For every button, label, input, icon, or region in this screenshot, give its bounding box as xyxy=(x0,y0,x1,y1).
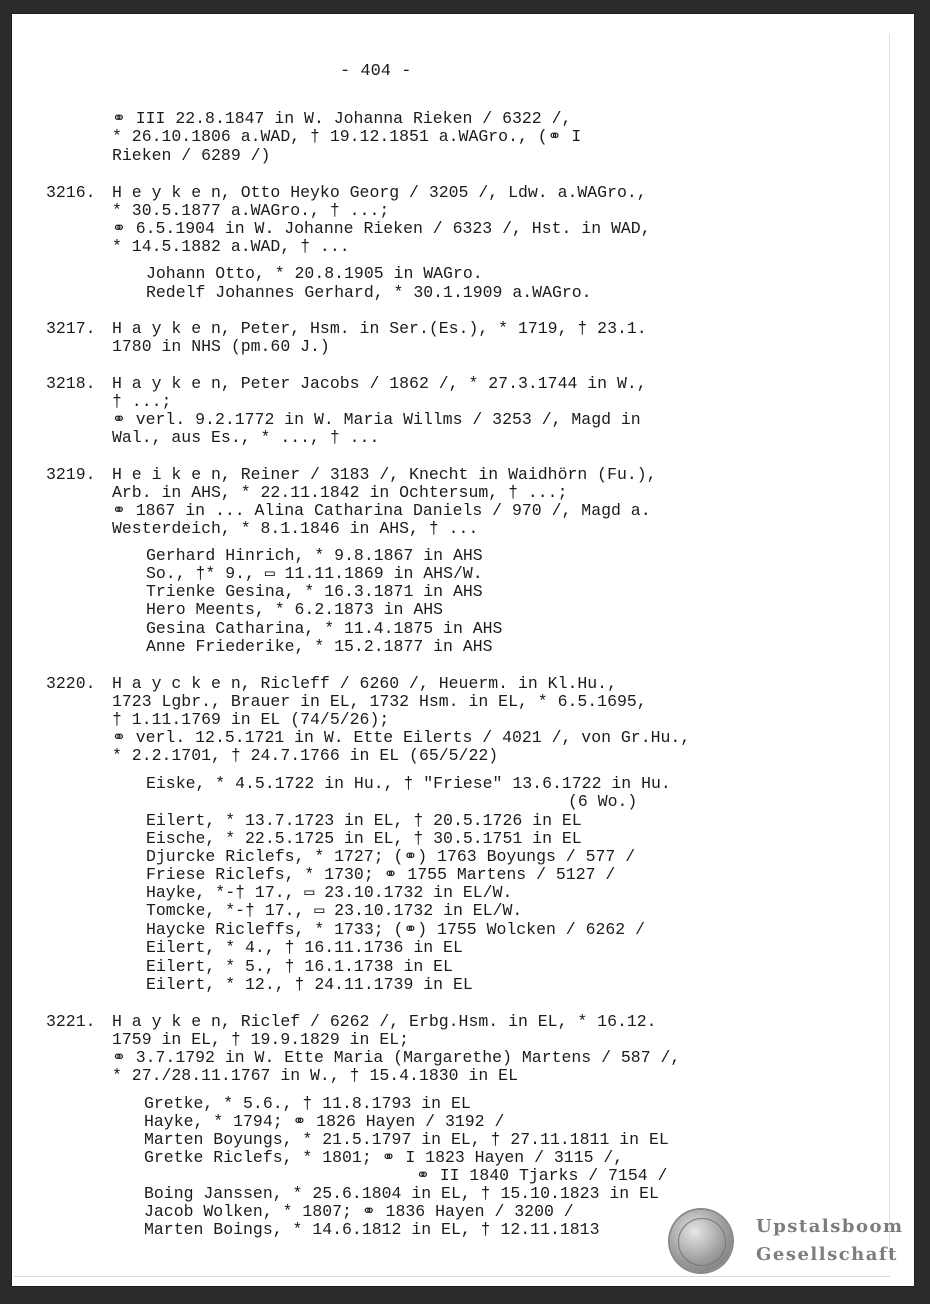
entry-number: 3221. xyxy=(46,1012,96,1031)
text-line: Friese Riclefs, * 1730; ⚭ 1755 Martens / 5127 / xyxy=(146,865,616,884)
text-line: Gerhard Hinrich, * 9.8.1867 in AHS xyxy=(146,546,483,565)
text-line: Gesina Catharina, * 11.4.1875 in AHS xyxy=(146,619,503,638)
text-line: † ...; xyxy=(112,392,172,411)
text-line: So., †* 9., ▭ 11.11.1869 in AHS/W. xyxy=(146,564,483,583)
text-line: Eische, * 22.5.1725 in EL, † 30.5.1751 in EL xyxy=(146,829,582,848)
coin-seal-icon xyxy=(670,1210,732,1272)
text-line: * 2.2.1701, † 24.7.1766 in EL (65/5/22) xyxy=(112,746,499,765)
text-line: Eilert, * 5., † 16.1.1738 in EL xyxy=(146,957,453,976)
text-line: * 27./28.11.1767 in W., † 15.4.1830 in EL xyxy=(112,1066,518,1085)
text-line: Hayke, * 1794; ⚭ 1826 Hayen / 3192 / xyxy=(144,1112,505,1131)
text-line: (6 Wo.) xyxy=(568,792,638,811)
text-line: H a y c k e n, Ricleff / 6260 /, Heuerm. in Kl.Hu., xyxy=(112,674,617,693)
upstalsboom-logo xyxy=(662,1204,912,1280)
text-line: Hero Meents, * 6.2.1873 in AHS xyxy=(146,600,444,619)
text-line: Eilert, * 13.7.1723 in EL, † 20.5.1726 in EL xyxy=(146,811,582,830)
text-line: ⚭ 3.7.1792 in W. Ette Maria (Margarethe) Martens / 587 /, xyxy=(112,1048,681,1067)
text-line: 1780 in NHS (pm.60 J.) xyxy=(112,337,330,356)
text-line: ⚭ 6.5.1904 in W. Johanne Rieken / 6323 /, Hst. in WAD, xyxy=(112,219,651,238)
text-line: ⚭ 1867 in ... Alina Catharina Daniels / 970 /, Magd a. xyxy=(112,501,651,520)
text-line: Jacob Wolken, * 1807; ⚭ 1836 Hayen / 3200 / xyxy=(144,1202,574,1221)
text-line: Redelf Johannes Gerhard, * 30.1.1909 a.WAGro. xyxy=(146,283,592,302)
text-line: † 1.11.1769 in EL (74/5/26); xyxy=(112,710,390,729)
text-line: Marten Boyungs, * 21.5.1797 in EL, † 27.11.1811 in EL xyxy=(144,1130,669,1149)
text-line: Haycke Ricleffs, * 1733; (⚭) 1755 Wolcken / 6262 / xyxy=(146,920,646,939)
text-line: Johann Otto, * 20.8.1905 in WAGro. xyxy=(146,264,483,283)
logo-line-2: Gesellschaft xyxy=(756,1244,898,1265)
text-line: Westerdeich, * 8.1.1846 in AHS, † ... xyxy=(112,519,479,538)
text-line: Gretke, * 5.6., † 11.8.1793 in EL xyxy=(144,1094,471,1113)
text-line: * 30.5.1877 a.WAGro., † ...; xyxy=(112,201,390,220)
text-line: Djurcke Riclefs, * 1727; (⚭) 1763 Boyungs / 577 / xyxy=(146,847,636,866)
text-line: ⚭ III 22.8.1847 in W. Johanna Rieken / 6322 /, xyxy=(112,109,572,128)
text-line: * 14.5.1882 a.WAD, † ... xyxy=(112,237,350,256)
text-line: Eiske, * 4.5.1722 in Hu., † "Friese" 13.6.1722 in Hu. xyxy=(146,774,671,793)
text-line: ⚭ verl. 9.2.1772 in W. Maria Willms / 3253 /, Magd in xyxy=(112,410,641,429)
text-line: H e i k e n, Reiner / 3183 /, Knecht in Waidhörn (Fu.), xyxy=(112,465,657,484)
text-line: Anne Friederike, * 15.2.1877 in AHS xyxy=(146,637,493,656)
text-line: ⚭ II 1840 Tjarks / 7154 / xyxy=(416,1166,668,1185)
text-line: H a y k e n, Riclef / 6262 /, Erbg.Hsm. in EL, * 16.12. xyxy=(112,1012,657,1031)
entry-number: 3219. xyxy=(46,465,96,484)
text-line: Marten Boings, * 14.6.1812 in EL, † 12.11.1813 xyxy=(144,1220,600,1239)
text-line: Rieken / 6289 /) xyxy=(112,146,271,165)
text-line: Tomcke, *-† 17., ▭ 23.10.1732 in EL/W. xyxy=(146,901,523,920)
entry-number: 3220. xyxy=(46,674,96,693)
text-line: Wal., aus Es., * ..., † ... xyxy=(112,428,380,447)
logo-line-1: Upstalsboom xyxy=(756,1216,904,1237)
genealogy-text xyxy=(12,14,914,1286)
text-line: H e y k e n, Otto Heyko Georg / 3205 /, Ldw. a.WAGro., xyxy=(112,183,647,202)
text-line: 1723 Lgbr., Brauer in EL, 1732 Hsm. in EL, * 6.5.1695, xyxy=(112,692,647,711)
text-line: H a y k e n, Peter, Hsm. in Ser.(Es.), * 1719, † 23.1. xyxy=(112,319,647,338)
entry-number: 3218. xyxy=(46,374,96,393)
text-line: H a y k e n, Peter Jacobs / 1862 /, * 27.3.1744 in W., xyxy=(112,374,647,393)
text-line: 1759 in EL, † 19.9.1829 in EL; xyxy=(112,1030,410,1049)
text-line: Eilert, * 12., † 24.11.1739 in EL xyxy=(146,975,473,994)
text-line: ⚭ verl. 12.5.1721 in W. Ette Eilerts / 4021 /, von Gr.Hu., xyxy=(112,728,691,747)
text-line: * 26.10.1806 a.WAD, † 19.12.1851 a.WAGro., (⚭ I xyxy=(112,127,582,146)
text-line: Hayke, *-† 17., ▭ 23.10.1732 in EL/W. xyxy=(146,883,513,902)
text-line: Eilert, * 4., † 16.11.1736 in EL xyxy=(146,938,463,957)
entry-number: 3216. xyxy=(46,183,96,202)
text-line: Gretke Riclefs, * 1801; ⚭ I 1823 Hayen / 3115 /, xyxy=(144,1148,624,1167)
document-page xyxy=(12,14,914,1286)
text-line: Arb. in AHS, * 22.11.1842 in Ochtersum, † ...; xyxy=(112,483,568,502)
page-number: - 404 - xyxy=(340,62,412,81)
text-line: Trienke Gesina, * 16.3.1871 in AHS xyxy=(146,582,483,601)
entry-number: 3217. xyxy=(46,319,96,338)
text-line: Boing Janssen, * 25.6.1804 in EL, † 15.10.1823 in EL xyxy=(144,1184,659,1203)
